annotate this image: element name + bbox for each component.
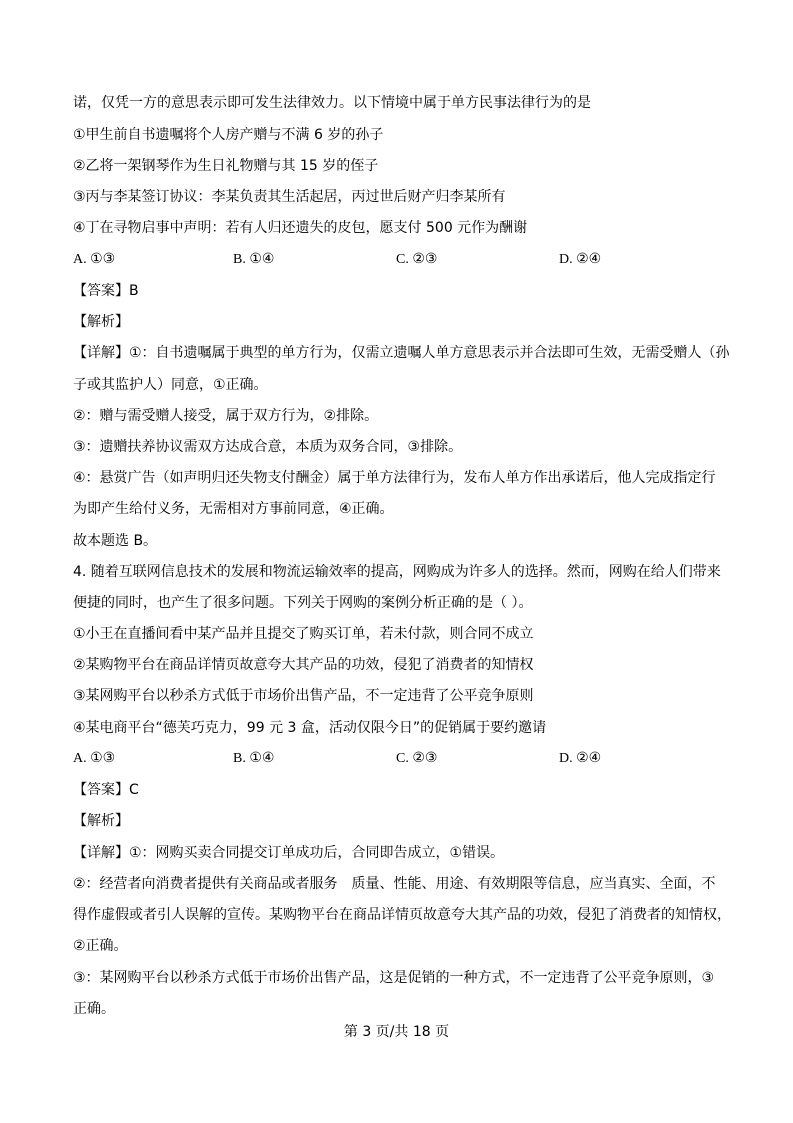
q4-item-3: ③某网购平台以秒杀方式低于市场价出售产品，不一定违背了公平竞争原则 [73, 688, 534, 704]
page-number-footer: 第 3 页/共 18 页 [343, 1024, 450, 1040]
q4-option-b: B. ①④ [233, 751, 275, 766]
q4-option-c: C. ②③ [396, 751, 438, 766]
q3-item-1: ①甲生前自书遗嘱将个人房产赠与不满 6 岁的孙子 [73, 127, 384, 143]
q4-answer: 【答案】C [73, 782, 139, 798]
q4-option-a: A. ①③ [73, 751, 116, 766]
q4-stem-line-1: 4. 随着互联网信息技术的发展和物流运输效率的提高，网购成为许多人的选择。然而，网购在给人们带来 [73, 564, 721, 580]
q3-detail-line-4: ③：遗赠扶养协议需双方达成合意，本质为双务合同，③排除。 [73, 439, 463, 455]
q4-item-4: ④某电商平台“德芙巧克力，99 元 3 盒，活动仅限今日”的促销属于要约邀请 [73, 720, 547, 736]
q4-options [73, 749, 713, 769]
q4-detail-line-4: ②正确。 [73, 938, 128, 954]
q3-detail-line-6: 为即产生给付义务，无需相对方事前同意，④正确。 [73, 501, 394, 517]
q3-answer: 【答案】B [73, 283, 139, 299]
q3-detail-line-5: ④：悬赏广告（如声明归还失物支付酬金）属于单方法律行为，发布人单方作出承诺后，他人完成指定行 [73, 470, 716, 486]
q4-option-d: D. ②④ [559, 751, 602, 766]
q4-stem-line-2: 便捷的同时，也产生了很多问题。下列关于网购的案例分析正确的是（ ）。 [73, 595, 533, 611]
q3-item-3: ③丙与李某签订协议：李某负责其生活起居，丙过世后财产归李某所有 [73, 189, 506, 205]
q3-analysis-label: 【解析】 [73, 314, 129, 330]
q3-conclusion: 故本题选 B。 [73, 533, 158, 549]
q3-item-4: ④丁在寻物启事中声明：若有人归还遗失的皮包，愿支付 500 元作为酬谢 [73, 220, 528, 236]
q3-options [73, 250, 713, 270]
q3-option-c: C. ②③ [396, 252, 438, 267]
q3-item-2: ②乙将一架钢琴作为生日礼物赠与其 15 岁的侄子 [73, 158, 379, 174]
q4-item-2: ②某购物平台在商品详情页故意夸大其产品的功效，侵犯了消费者的知情权 [73, 657, 534, 673]
q3-detail-line-2: 子或其监护人）同意，①正确。 [73, 377, 268, 393]
q4-item-1: ①小王在直播间看中某产品并且提交了购买订单，若未付款，则合同不成立 [73, 626, 534, 642]
q4-detail-line-6: 正确。 [73, 1001, 115, 1017]
q3-option-d: D. ②④ [559, 252, 602, 267]
q4-analysis-label: 【解析】 [73, 813, 129, 829]
q3-detail-line-3: ②：赠与需受赠人接受，属于双方行为，②排除。 [73, 408, 379, 424]
q4-detail-line-3: 得作虚假或者引人误解的宣传。某购物平台在商品详情页故意夸大其产品的功效，侵犯了消费者的知情权， [73, 907, 731, 923]
q3-detail-line-1: 【详解】①：自书遗嘱属于典型的单方行为，仅需立遗嘱人单方意思表示并合法即可生效，无需受赠人（孙 [73, 345, 730, 361]
q4-detail-line-5: ③：某网购平台以秒杀方式低于市场价出售产品，这是促销的一种方式，不一定违背了公平竞争原则，③ [73, 970, 715, 986]
q3-stem-end: 诺，仅凭一方的意思表示即可发生法律效力。以下情境中属于单方民事法律行为的是 [73, 95, 591, 111]
q3-option-a: A. ①③ [73, 252, 116, 267]
q3-option-b: B. ①④ [233, 252, 275, 267]
q4-detail-line-1: 【详解】①：网购买卖合同提交订单成功后，合同即告成立，①错误。 [73, 845, 505, 861]
q4-detail-line-2: ②：经营者向消费者提供有关商品或者服务 质量、性能、用途、有效期限等信息，应当真实、全面，不 [73, 876, 716, 892]
